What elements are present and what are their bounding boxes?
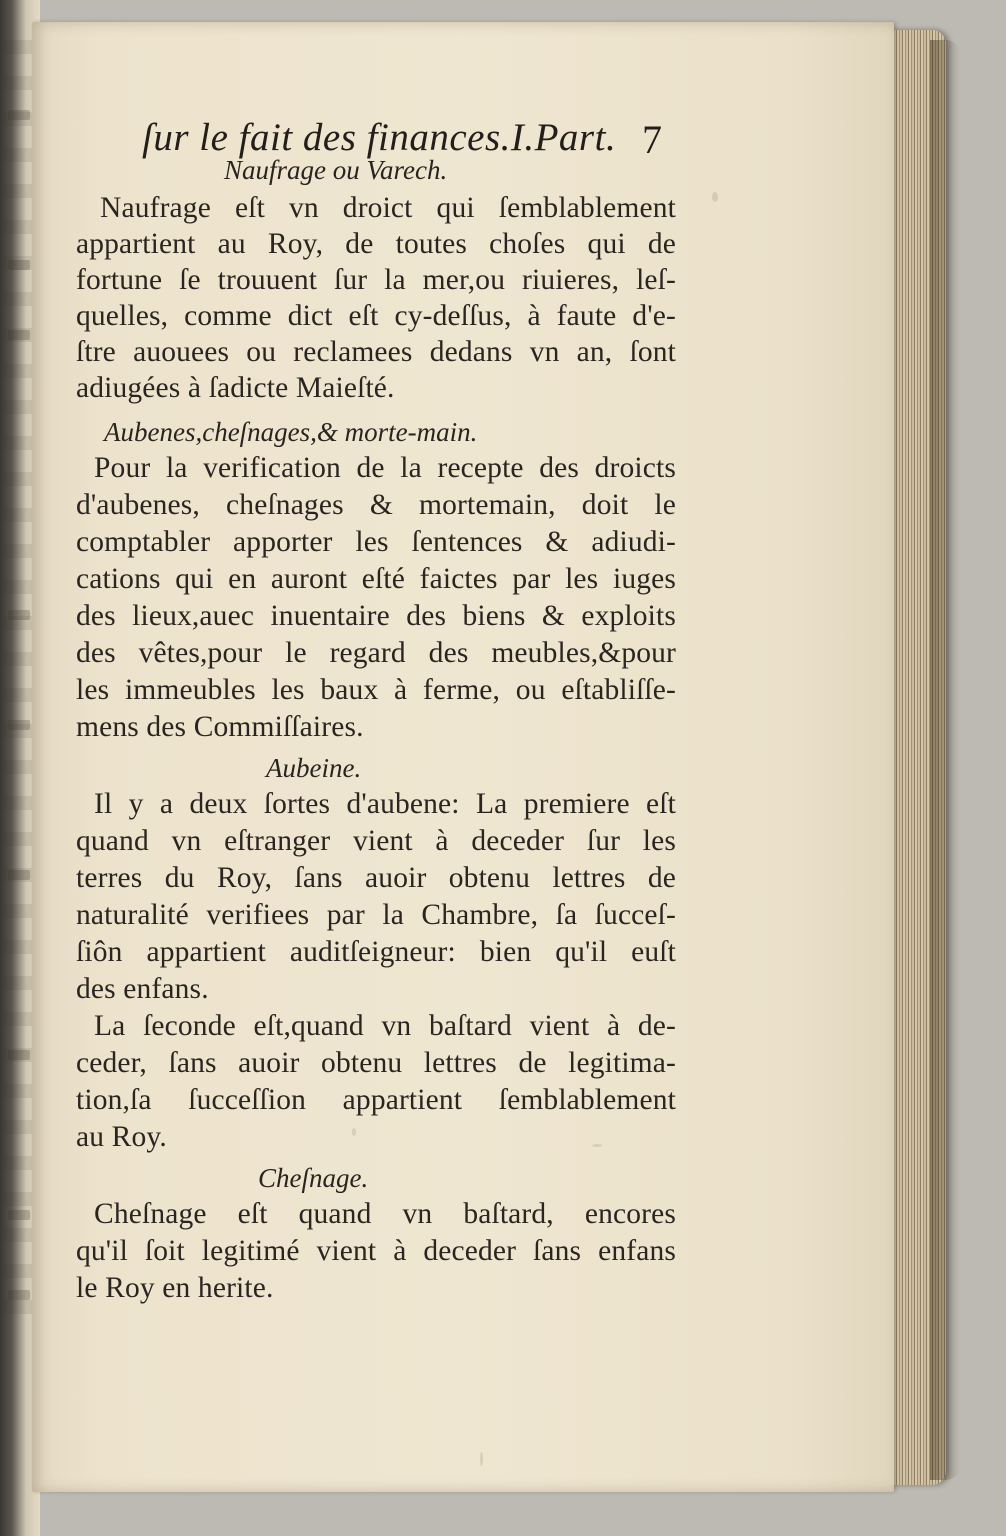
running-head-title: ſur le fait des finances.I.Part.	[142, 116, 617, 159]
text-line: fortune ſe trouuent ſur la mer,ou riuieres, leſ-	[76, 264, 676, 296]
section-heading-aubeine: Aubeine.	[266, 753, 362, 783]
facing-page-mark	[8, 1290, 30, 1300]
text-line: les immeubles les baux à ferme, ou eſtabliſſe-	[76, 674, 676, 706]
facing-page-mark	[8, 260, 30, 270]
text-line: ſiôn appartient auditſeigneur: bien qu'il euſt	[76, 936, 676, 968]
paper-blemish	[592, 1144, 602, 1147]
text-line: des lieux,auec inuentaire des biens & exploits	[76, 600, 676, 632]
paper-blemish	[352, 1128, 356, 1136]
paper-blemish	[480, 1452, 483, 1466]
text-line: adiugées à ſadicte Maieſté.	[76, 372, 395, 404]
text-line: La ſeconde eſt,quand vn baſtard vient à de-	[94, 1010, 676, 1042]
text-line: quelles, comme dict eſt cy-deſſus, à faute d'e-	[76, 300, 676, 332]
paper-blemish	[712, 192, 718, 202]
text-line: Pour la verification de la recepte des droicts	[94, 452, 676, 484]
section-heading-naufrage: Naufrage ou Varech.	[224, 155, 448, 185]
text-line: comptabler apporter les ſentences & adiudi-	[76, 526, 676, 558]
facing-page-mark	[8, 1210, 30, 1220]
text-line: cations qui en auront eſté faictes par les iuges	[76, 563, 676, 595]
text-line: appartient au Roy, de toutes choſes qui de	[76, 228, 676, 260]
facing-page-mark	[8, 110, 30, 120]
text-line: au Roy.	[76, 1121, 167, 1153]
facing-page-strip	[0, 40, 34, 1330]
page-edges-shade	[930, 40, 960, 1480]
text-line: quand vn eſtranger vient à deceder ſur les	[76, 825, 676, 857]
text-line: des enfans.	[76, 973, 209, 1005]
text-line: qu'il ſoit legitimé vient à deceder ſans enfans	[76, 1235, 676, 1267]
text-line: naturalité verifiees par la Chambre, ſa ſucceſ-	[76, 899, 676, 931]
facing-page-mark	[8, 610, 30, 620]
text-line: Naufrage eſt vn droict qui ſemblablement	[100, 192, 676, 224]
text-line: des vêtes,pour le regard des meubles,&pour	[76, 637, 676, 669]
facing-page-mark	[8, 720, 30, 730]
text-line: d'aubenes, cheſnages & mortemain, doit le	[76, 489, 676, 521]
page	[32, 22, 894, 1492]
facing-page-mark	[8, 870, 30, 880]
text-line: ceder, ſans auoir obtenu lettres de legitima-	[76, 1047, 676, 1079]
text-line: tion,ſa ſucceſſion appartient ſemblablement	[76, 1084, 676, 1116]
facing-page-mark	[8, 330, 30, 340]
text-line: ſtre auouees ou reclamees dedans vn an, ſont	[76, 336, 676, 368]
text-line: Il y a deux ſortes d'aubene: La premiere eſt	[94, 788, 676, 820]
section-heading-chesnage: Cheſnage.	[258, 1163, 369, 1193]
section-heading-aubenes: Aubenes,cheſnages,& morte-main.	[104, 417, 478, 447]
text-line: Cheſnage eſt quand vn baſtard, encores	[94, 1198, 676, 1230]
text-line: mens des Commiſſaires.	[76, 711, 364, 743]
text-line: le Roy en herite.	[76, 1272, 274, 1304]
page-number: 7	[642, 117, 662, 162]
text-line: terres du Roy, ſans auoir obtenu lettres de	[76, 862, 676, 894]
facing-page-mark	[8, 1050, 30, 1060]
